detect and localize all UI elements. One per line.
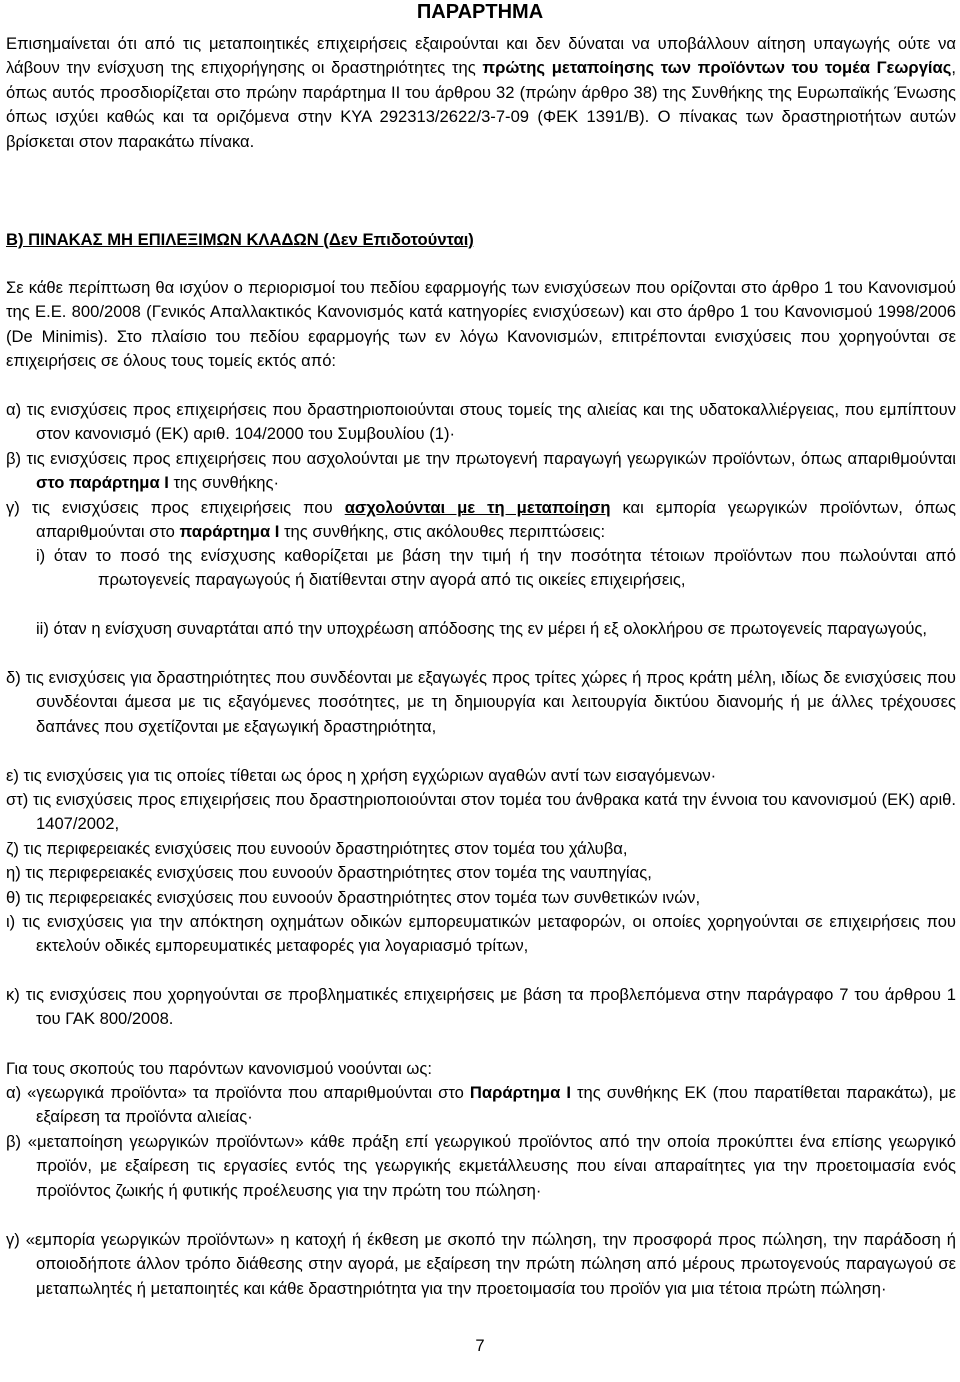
list-item-i: ι) τις ενισχύσεις για την απόκτηση οχημάτων οδικών εμπορευματικών μεταφορών, οι οποίες χορηγούνται σε επιχειρήσεις που εκτελούν οδικές εμπορευματικές μεταφορές για λογαριασμό τρίτων, [6,912,956,956]
definition-c: γ) «εμπορία γεωργικών προϊόντων» η κατοχή ή έκθεση με σκοπό την πώληση, την προσφορά προς πώληση, την παράδοση ή οποιοδήποτε άλλον τρόπο διάθεσης στην αγορά, με εξαίρεση την πρώτη πώληση από μέρους πρωτογενούς παραγωγού σε μεταπωλητές ή μεταποιητές και κάθε δραστηριότητα για την προετοιμασία του προϊόν για μια τέτοια πρώτη πώληση· [6,1230,956,1298]
list-subitem-i: i) όταν το ποσό της ενίσχυσης καθορίζεται με βάση την τιμή ή την ποσότητα τέτοιων προϊόντων που πωλούνται από πρωτογενείς παραγωγούς ή διατίθενται στην αγορά από τις οικείες επιχειρήσεις, [36,546,956,590]
list-item-st: στ) τις ενισχύσεις προς επιχειρήσεις που δραστηριοποιούνται στον τομέα του άνθρακα κατά την έννοια του κανονισμού (ΕΚ) αριθ. 1407/2002, [6,790,956,834]
page-number: 7 [475,1336,485,1355]
definition-b: β) «μεταποίηση γεωργικών προϊόντων» κάθε πράξη επί γεωργικού προϊόντος από την οποία προκύπτει ένα επίσης γεωργικό προϊόν, με εξαίρεση τις εργασίες εντός της γεωργικής εκμετάλλευσης που είναι απαραίτητες για την προετοιμασία ενός προϊόντος ζωικής ή φυτικής προέλευσης για την πρώτη του πώληση· [6,1132,956,1200]
list-item-d: δ) τις ενισχύσεις για δραστηριότητες που συνδέονται με εξαγωγές προς τρίτες χώρες ή προς κράτη μέλη, ιδίως δε ενισχύσεις που συνδέονται άμεσα με τις εξαγόμενες ποσότητες, με τη δημιουργία και λειτουργία δικτύου διανομής ή με άλλες τρέχουσες δαπάνες που σχετίζονται με εξαγωγική δραστηριότητα, [6,668,956,736]
list-item-b: β) τις ενισχύσεις προς επιχειρήσεις που ασχολούνται με την πρωτογενή παραγωγή γεωργικών προϊόντων, όπως απαριθμούνται στο παράρτημα Ι της συνθήκης· [6,449,956,493]
section-heading: Β) ΠΙΝΑΚΑΣ ΜΗ ΕΠΙΛΕΞΙΜΩΝ ΚΛΑΔΩΝ (Δεν Επιδοτούνται) [6,230,474,249]
intro-paragraph: Επισημαίνεται ότι από τις μεταποιητικές επιχειρήσεις εξαιρούνται και δεν δύναται να υποβάλλουν αίτηση υπαγωγής ούτε να λάβουν την ενίσχυση της επιχορήγησης οι δραστηριότητες της πρώτης μεταποίησης των προϊόντων του τομέα Γεωργίας, όπως αυτός προσδιορίζεται στο πρώην παράρτημα ΙΙ του άρθρου 32 (πρώην άρθρο 38) της Συνθήκης της Ευρωπαϊκής Ένωσης όπως ισχύει καθώς και τα οριζόμενα στην ΚΥΑ 292313/2622/3-7-09 (ΦΕΚ 1391/Β). Ο πίνακας των δραστηριοτήτων αυτών βρίσκεται στον παρακάτω πίνακα. [6,34,956,151]
page-title: ΠΑΡΑΡΤΗΜΑ [416,1,544,23]
list-item-k: κ) τις ενισχύσεις που χορηγούνται σε προβληματικές επιχειρήσεις με βάση τα προβλεπόμενα στην παράγραφο 7 του άρθρου 1 του ΓΑΚ 800/2008. [6,985,956,1029]
bold-phrase: πρώτης μεταποίησης των προϊόντων του τομέα Γεωργίας [482,58,952,78]
list-item-e: ε) τις ενισχύσεις για τις οποίες τίθεται ως όρος η χρήση εγχώριων αγαθών αντί των εισαγόμενων· [6,766,717,785]
list-item-c: γ) τις ενισχύσεις προς επιχειρήσεις που ασχολούνται με τη μεταποίηση και εμπορία γεωργικών προϊόντων, όπως απαριθμούνται στο παράρτημα Ι της συνθήκης, στις ακόλουθες περιπτώσεις: [6,498,957,542]
list-subitem-ii: ii) όταν η ενίσχυση συναρτάται από την υποχρέωση απόδοσης της εν μέρει ή εξ ολοκλήρου σε πρωτογενείς παραγωγούς, [36,619,928,638]
list-item-a: α) τις ενισχύσεις προς επιχειρήσεις που δραστηριοποιούνται στους τομείς της αλιείας και της υδατοκαλλιέργειας, που εμπίπτουν στον κανονισμό (ΕΚ) αριθ. 104/2000 του Συμβουλίου (1)· [6,400,956,444]
definitions-intro: Για τους σκοπούς του παρόντων κανονισμού νοούνται ως: [6,1059,432,1078]
definition-a: α) «γεωργικά προϊόντα» τα προϊόντα που απαριθμούνται στο Παράρτημα Ι της συνθήκης ΕΚ (που παρατίθεται παρακάτω), με εξαίρεση τα προϊόντα αλιείας· [6,1083,957,1127]
list-item-h: η) τις περιφερειακές ενισχύσεις που ευνοούν δραστηριότητες στον τομέα της ναυπηγίας, [6,863,652,882]
scope-paragraph: Σε κάθε περίπτωση θα ισχύον ο περιορισμοί του πεδίου εφαρμογής των ενισχύσεων που ορίζονται στο άρθρο 1 του Κανονισμού της Ε.Ε. 800/2008 (Γενικός Απαλλακτικός Κανονισμός κατά κατηγορίες ενισχύσεων) και στο άρθρο 1 του Κανονισμού 1998/2006 (De Minimis). Στο πλαίσιο του πεδίου εφαρμογής των εν λόγω Κανονισμών, επιτρέπονται ενισχύσεις που χορηγούνται σε επιχειρήσεις σε όλους τους τομείς εκτός από: [6,278,956,371]
list-item-z: ζ) τις περιφερειακές ενισχύσεις που ευνοούν δραστηριότητες στον τομέα του χάλυβα, [6,839,628,858]
list-item-th: θ) τις περιφερειακές ενισχύσεις που ευνοούν δραστηριότητες στον τομέα των συνθετικών ινών, [6,888,701,907]
